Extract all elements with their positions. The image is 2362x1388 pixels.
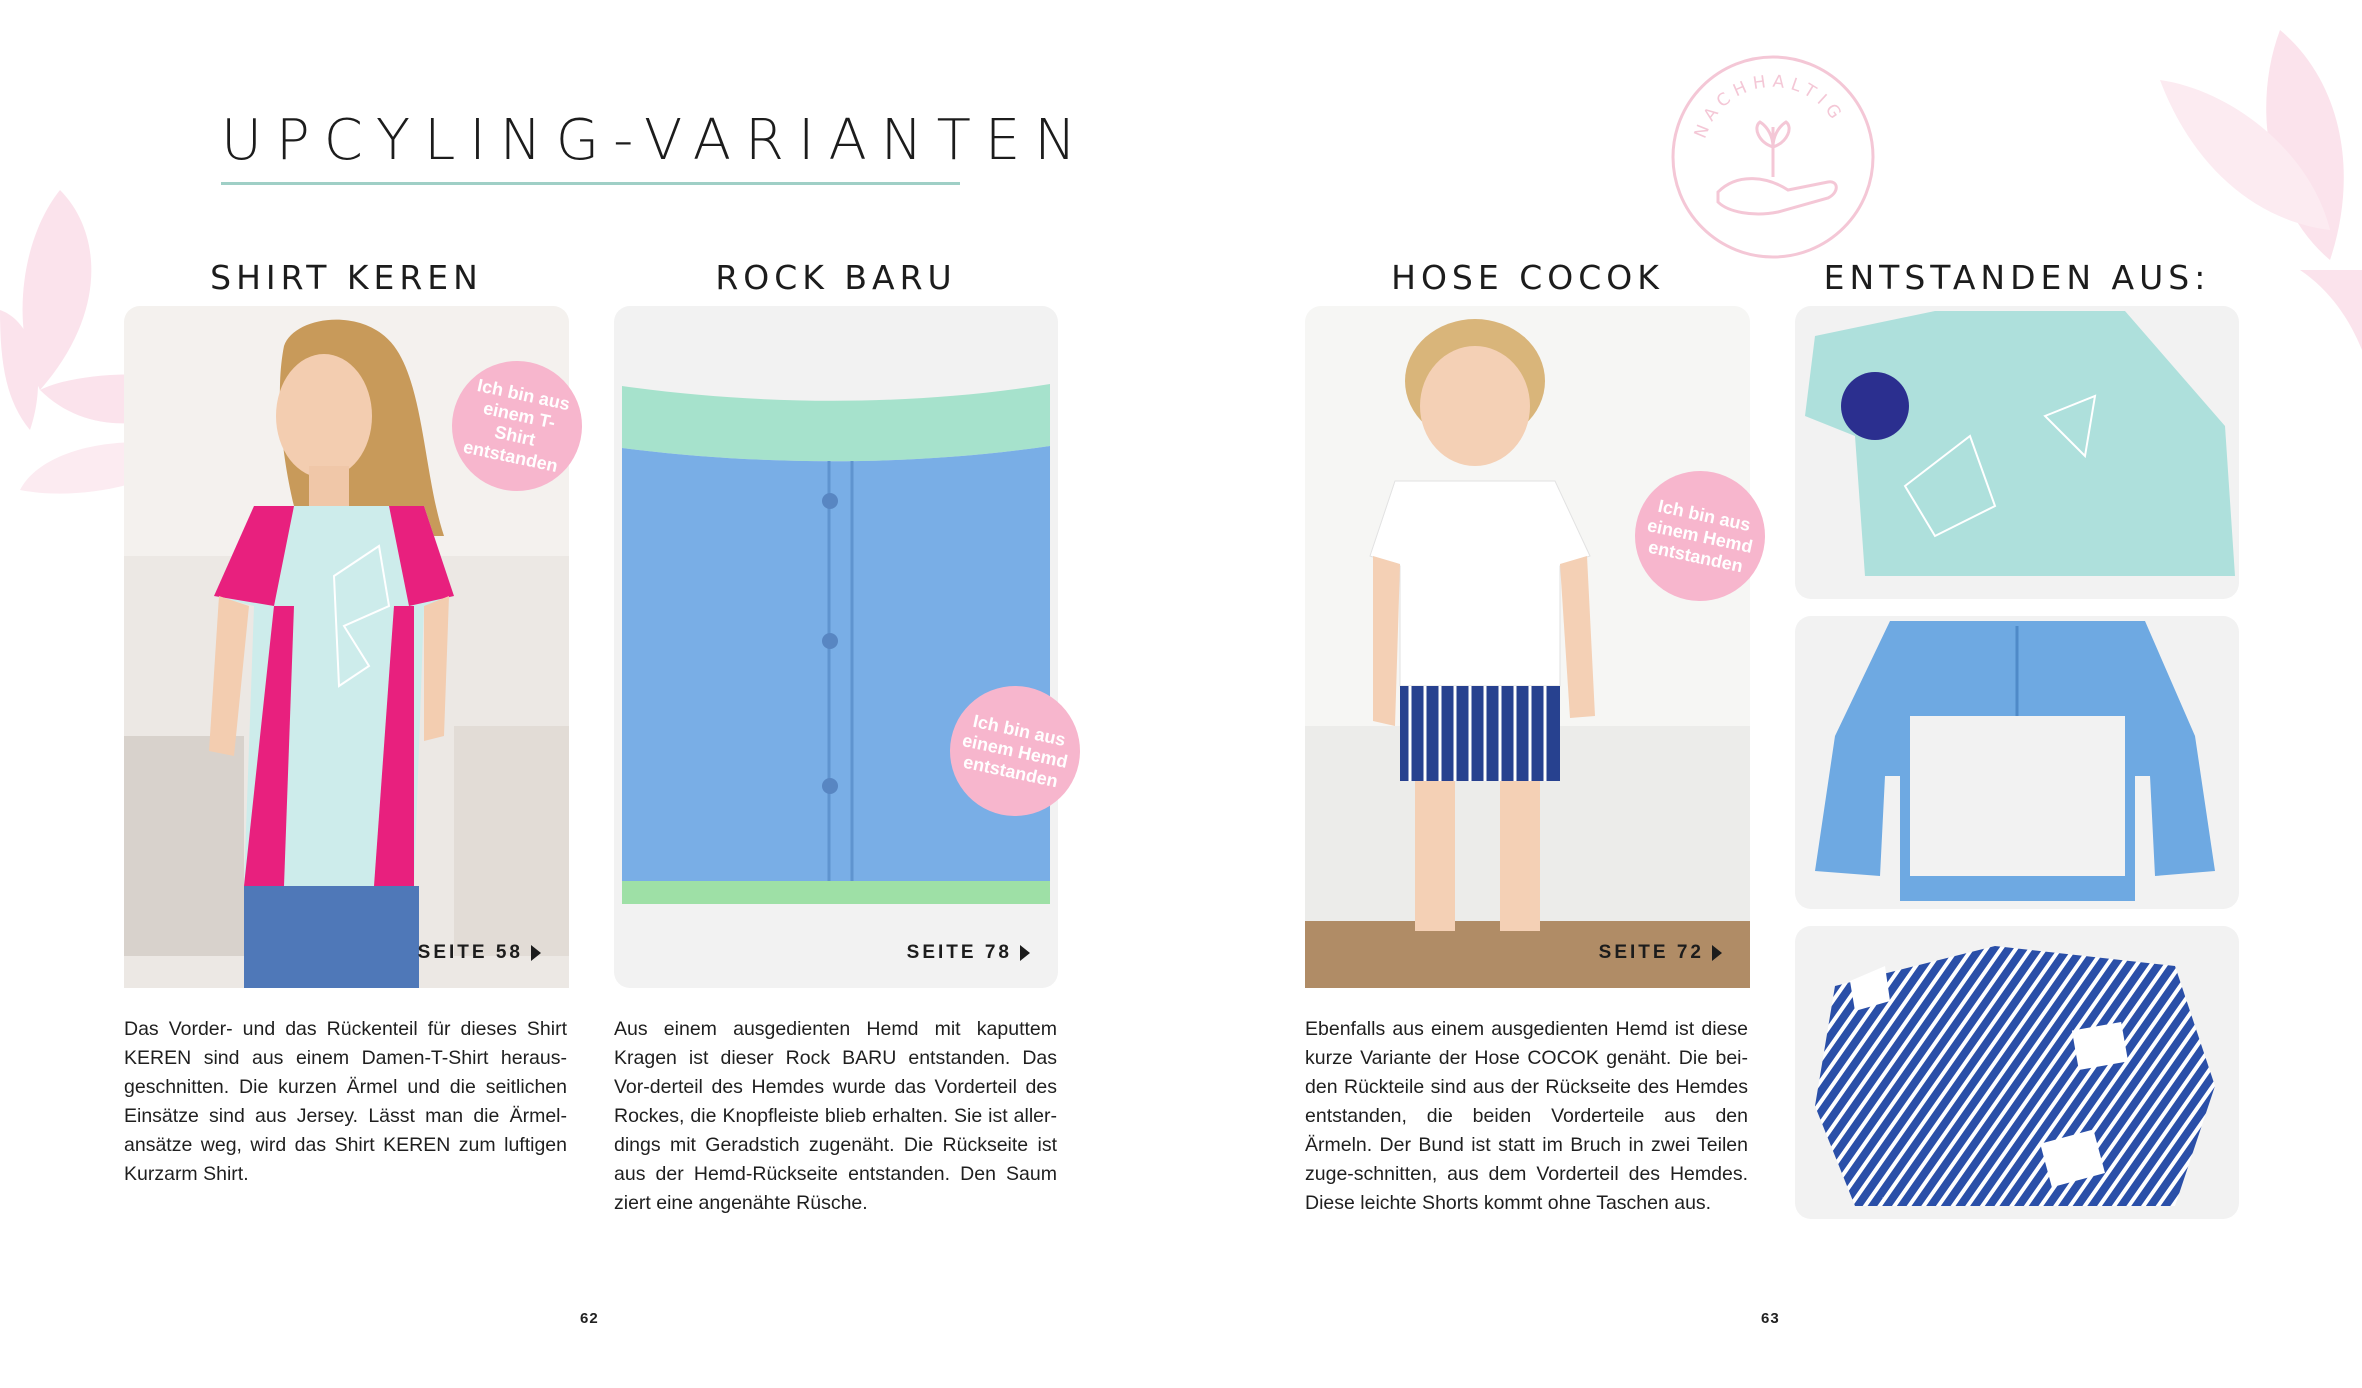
bubble-shirt: Ich bin aus einem T-Shirt entstanden xyxy=(440,349,594,503)
photo-hose-cocok xyxy=(1305,306,1755,988)
blue-shirt-illustration xyxy=(1795,616,2239,909)
page-ref-58[interactable] xyxy=(418,942,541,964)
arrow-right-icon xyxy=(1712,945,1722,961)
arrow-right-icon xyxy=(531,945,541,961)
page-ref-label: SEITE 58 xyxy=(417,942,523,963)
photo-rock-baru xyxy=(614,306,1070,988)
boy-shorts-illustration xyxy=(1305,306,1750,988)
page-ref-78[interactable] xyxy=(907,942,1030,964)
page-ref-label: SEITE 78 xyxy=(906,942,1012,963)
nachhaltig-badge xyxy=(1668,52,1878,262)
skirt-illustration xyxy=(614,306,1058,988)
page-title: UPCYLING-VARIANTEN xyxy=(221,108,1091,173)
photo-source-blue-shirt xyxy=(1795,616,2239,909)
photo-source-tshirt xyxy=(1795,306,2239,599)
text-hose-cocok: Ebenfalls aus einem ausgedienten Hemd ist diese kurze Variante der Hose COCOK genäht. Die bei-den Rückteile sind aus der Rückseite des Hemdes entstanden, die beiden Vorderteile aus den Ärmeln. Der Bund ist statt im Bruch in zwei Teilen zuge-schnitten, aus dem Vorderteil des Hemdes. Diese leichte Shorts kommt ohne Taschen aus. xyxy=(1305,1018,1748,1214)
heading-entstanden-aus: ENTSTANDEN AUS: xyxy=(1823,258,2211,297)
text-shirt-keren: Das Vorder- und das Rückenteil für dieses Shirt KEREN sind aus einem Damen-T-Shirt heraus-geschnitten. Die kurzen Ärmel und die seitlichen Einsätze sind aus Jersey. Lässt man die Ärmel-ansätze weg, wird das Shirt KEREN zum luftigen Kurzarm Shirt. xyxy=(124,1018,567,1185)
heading-rock-baru: ROCK BARU xyxy=(715,258,957,297)
photo-source-striped-shirt xyxy=(1795,926,2239,1219)
page-ref-label: SEITE 72 xyxy=(1598,942,1704,963)
heading-shirt-keren: SHIRT KEREN xyxy=(210,258,483,297)
heading-hose-cocok: HOSE COCOK xyxy=(1391,258,1664,297)
text-rock-baru: Aus einem ausgedienten Hemd mit kaputtem Kragen ist dieser Rock BARU entstanden. Das Vor-derteil des Hemdes wurde das Vorderteil des Rockes, die Knopfleiste blieb erhalten. Sie ist aller-dings mit Geradstich zugenäht. Die Rückseite ist aus der Hemd-Rückseite entstanden. Den Saum ziert eine angenähte Rüsche. xyxy=(614,1018,1057,1214)
photo-shirt-keren xyxy=(124,306,572,988)
leaf-decoration-right xyxy=(2150,20,2362,350)
title-underline xyxy=(221,182,960,185)
bubble-shorts: Ich bin aus einem Hemd entstanden xyxy=(1623,459,1777,613)
tshirt-illustration xyxy=(1795,306,2239,599)
page-ref-72[interactable] xyxy=(1599,942,1722,964)
svg-text:NACHHALTIG: NACHHALTIG xyxy=(1690,71,1849,142)
page-number-left: 62 xyxy=(580,1310,599,1327)
page-number-right: 63 xyxy=(1761,1310,1780,1327)
striped-shirt-illustration xyxy=(1795,926,2239,1219)
bubble-skirt: Ich bin aus einem Hemd entstanden xyxy=(938,674,1092,828)
arrow-right-icon xyxy=(1020,945,1030,961)
